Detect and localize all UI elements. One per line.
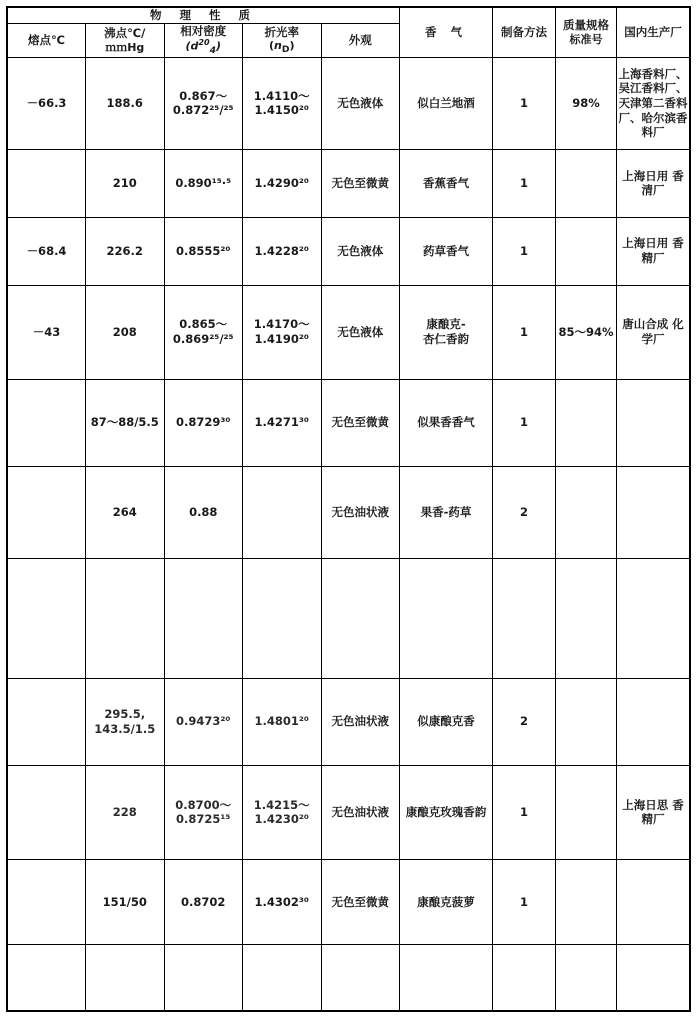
cell-quality — [556, 467, 617, 559]
cell-prep: 1 — [493, 217, 556, 285]
cell-quality — [556, 217, 617, 285]
cell-maker-line2: 吴江香料厂、 — [618, 81, 688, 96]
cell-ri-line1: 1.4302³⁰ — [254, 894, 309, 909]
cell-odor-line2: 杏仁香韵 — [423, 332, 469, 347]
cell-appearance: 无色至微黄 — [321, 859, 400, 944]
cell-maker — [617, 945, 691, 1011]
column-header-appearance: 外观 — [321, 23, 400, 57]
cell-maker-line2: 香精厂 — [641, 797, 684, 827]
column-header-bp-line1: 沸点℃/ — [104, 25, 146, 40]
cell-density-line1: 0.8700～ — [175, 797, 232, 812]
cell-appearance — [321, 558, 400, 678]
cell-prep — [493, 558, 556, 678]
cell-density-line1: 0.865～ — [179, 317, 228, 332]
cell-appearance: 无色至微黄 — [321, 379, 400, 466]
cell-quality: 98% — [556, 58, 617, 150]
cell-melting-point: －68.4 — [7, 217, 86, 285]
column-header-boiling-point — [86, 23, 165, 57]
cell-appearance: 无色油状液 — [321, 678, 400, 765]
cell-density — [164, 945, 243, 1011]
column-header-quality-line1: 质量规格 — [563, 18, 609, 33]
cell-prep: 1 — [493, 765, 556, 859]
cell-maker-line4: 厂、哈尔滨香 — [618, 110, 688, 125]
cell-ri-line1: 1.4228²⁰ — [254, 243, 309, 258]
cell-ri-line2: 1.4230²⁰ — [254, 812, 309, 827]
cell-maker — [617, 149, 691, 217]
cell-appearance: 无色至微黄 — [321, 149, 400, 217]
cell-ri-line1: 1.4170～ — [253, 317, 310, 332]
cell-ri-line2: 1.4190²⁰ — [254, 332, 309, 347]
table-row — [7, 678, 690, 765]
column-header-density-line1: 相对密度 — [180, 23, 227, 38]
cell-quality — [556, 765, 617, 859]
cell-maker-line5: 料厂 — [641, 125, 665, 140]
cell-melting-point — [7, 149, 86, 217]
cell-appearance — [321, 945, 400, 1011]
cell-density-line1: 0.9473²⁰ — [176, 714, 231, 729]
cell-boiling-point: 208 — [86, 285, 165, 379]
cell-melting-point — [7, 558, 86, 678]
group-header-physical-properties: 物 理 性 质 — [7, 7, 400, 23]
cell-odor: 似康酿克香 — [400, 678, 493, 765]
cell-density — [164, 765, 243, 859]
cell-density-line1: 0.8555²⁰ — [176, 243, 231, 258]
cell-maker-line2: 化学厂 — [641, 317, 684, 347]
cell-odor: 康酿克玫瑰香韵 — [400, 765, 493, 859]
cell-refractive-index — [243, 765, 322, 859]
cell-odor — [400, 285, 493, 379]
cell-odor — [400, 558, 493, 678]
cell-odor: 似果香香气 — [400, 379, 493, 466]
cell-maker-line1: 唐山合成 — [622, 317, 669, 332]
cell-density-line2: 0.869²⁵/²⁵ — [172, 332, 234, 347]
cell-refractive-index — [243, 149, 322, 217]
cell-prep: 1 — [493, 285, 556, 379]
cell-maker — [617, 217, 691, 285]
table-row — [7, 467, 690, 559]
cell-maker — [617, 467, 691, 559]
cell-appearance: 无色液体 — [321, 58, 400, 150]
cell-boiling-point: 210 — [86, 149, 165, 217]
cell-refractive-index — [243, 217, 322, 285]
cell-boiling-point: 264 — [86, 467, 165, 559]
cell-maker — [617, 285, 691, 379]
column-header-maker: 国内生产厂 — [617, 7, 691, 58]
cell-bp-line1: 295.5, — [104, 706, 146, 721]
cell-boiling-point: 226.2 — [86, 217, 165, 285]
cell-refractive-index — [243, 678, 322, 765]
cell-refractive-index — [243, 379, 322, 466]
table-row — [7, 859, 690, 944]
cell-refractive-index — [243, 558, 322, 678]
column-header-density — [164, 23, 243, 57]
cell-maker-line1: 上海日思 — [622, 797, 669, 812]
cell-density — [164, 217, 243, 285]
column-header-odor: 香 气 — [400, 7, 493, 58]
cell-boiling-point: 188.6 — [86, 58, 165, 150]
table-row — [7, 217, 690, 285]
cell-density-line2: 0.8725¹⁵ — [176, 812, 231, 827]
cell-density-line1: 0.8729³⁰ — [176, 415, 231, 430]
table-row — [7, 58, 690, 150]
table-row — [7, 285, 690, 379]
cell-odor — [400, 945, 493, 1011]
cell-density — [164, 58, 243, 150]
cell-maker — [617, 859, 691, 944]
cell-appearance: 无色油状液 — [321, 467, 400, 559]
cell-odor: 香蕉香气 — [400, 149, 493, 217]
cell-ri-line1: 1.4801²⁰ — [254, 714, 309, 729]
cell-quality — [556, 149, 617, 217]
cell-maker-line1: 上海香料厂、 — [618, 66, 688, 81]
cell-density-line1: 0.8702 — [181, 894, 226, 909]
cell-density — [164, 149, 243, 217]
cell-density — [164, 859, 243, 944]
cell-ri-line1: 1.4110～ — [253, 88, 310, 103]
table-body — [7, 58, 690, 1011]
cell-odor-line1: 康酿克- — [426, 317, 466, 332]
cell-boiling-point — [86, 678, 165, 765]
cell-density-line1: 0.867～ — [179, 88, 228, 103]
cell-prep: 1 — [493, 149, 556, 217]
cell-ri-line1: 1.4271³⁰ — [254, 415, 309, 430]
cell-density — [164, 285, 243, 379]
cell-odor: 似白兰地酒 — [400, 58, 493, 150]
column-header-ri-line1: 折光率 — [264, 24, 299, 39]
cell-quality — [556, 678, 617, 765]
cell-melting-point — [7, 678, 86, 765]
table-row — [7, 765, 690, 859]
column-header-ri-line2: $(n_D)$ — [268, 39, 295, 56]
cell-boiling-point — [86, 558, 165, 678]
cell-odor: 药草香气 — [400, 217, 493, 285]
cell-refractive-index — [243, 467, 322, 559]
cell-quality — [556, 379, 617, 466]
cell-prep: 2 — [493, 467, 556, 559]
cell-maker — [617, 678, 691, 765]
cell-ri-line1: 1.4215～ — [253, 797, 310, 812]
cell-maker-line2: 香清厂 — [641, 168, 684, 198]
cell-odor: 果香-药草 — [400, 467, 493, 559]
cell-prep: 2 — [493, 678, 556, 765]
cell-appearance: 无色液体 — [321, 285, 400, 379]
cell-refractive-index — [243, 58, 322, 150]
cell-refractive-index — [243, 945, 322, 1011]
cell-ri-line1: 1.4290²⁰ — [254, 175, 309, 190]
cell-melting-point: －66.3 — [7, 58, 86, 150]
cell-refractive-index — [243, 859, 322, 944]
cell-density — [164, 678, 243, 765]
column-header-quality — [556, 7, 617, 58]
cell-prep: 1 — [493, 859, 556, 944]
cell-density-line1: 0.88 — [189, 505, 218, 519]
cell-maker-line2: 香精厂 — [641, 236, 684, 266]
cell-melting-point — [7, 945, 86, 1011]
table-group-header-row — [7, 7, 690, 23]
cell-melting-point: －43 — [7, 285, 86, 379]
cell-prep: 1 — [493, 379, 556, 466]
cell-appearance: 无色油状液 — [321, 765, 400, 859]
cell-boiling-point: 87～88/5.5 — [86, 379, 165, 466]
cell-density-line1: 0.890¹⁵·⁵ — [175, 175, 232, 190]
cell-boiling-point: 228 — [86, 765, 165, 859]
cell-boiling-point: 151/50 — [86, 859, 165, 944]
cell-melting-point — [7, 765, 86, 859]
cell-maker — [617, 58, 691, 150]
table-row — [7, 149, 690, 217]
cell-melting-point — [7, 859, 86, 944]
cell-density — [164, 467, 243, 559]
cell-density — [164, 558, 243, 678]
cell-density-line2: 0.872²⁵/²⁵ — [172, 103, 234, 118]
column-header-refractive-index — [243, 23, 322, 57]
cell-bp-line2: 143.5/1.5 — [94, 721, 156, 736]
cell-maker-line3: 天津第二香料 — [618, 96, 688, 111]
cell-maker — [617, 765, 691, 859]
cell-maker — [617, 379, 691, 466]
cell-prep: 1 — [493, 58, 556, 150]
cell-odor: 康酿克菠萝 — [400, 859, 493, 944]
column-header-prep: 制备方法 — [493, 7, 556, 58]
table-row — [7, 379, 690, 466]
cell-maker — [617, 558, 691, 678]
table-row — [7, 945, 690, 1011]
cell-maker-line1: 上海日用 — [622, 168, 669, 183]
column-header-bp-line2: ｍｍHg — [105, 40, 145, 54]
cell-maker-line1: 上海日用 — [622, 236, 669, 251]
cell-prep — [493, 945, 556, 1011]
cell-melting-point — [7, 379, 86, 466]
cell-quality: 85～94% — [556, 285, 617, 379]
table-header — [7, 7, 690, 58]
cell-quality — [556, 558, 617, 678]
cell-boiling-point — [86, 945, 165, 1011]
cell-ri-line2: 1.4150²⁰ — [254, 103, 309, 118]
cell-density — [164, 379, 243, 466]
cell-melting-point — [7, 467, 86, 559]
cell-refractive-index — [243, 285, 322, 379]
table-row — [7, 558, 690, 678]
column-header-density-line2: $(d^{20}_4)$ — [185, 38, 221, 57]
cell-quality — [556, 945, 617, 1011]
cell-quality — [556, 859, 617, 944]
properties-table — [6, 6, 691, 1012]
cell-appearance: 无色液体 — [321, 217, 400, 285]
column-header-melting-point: 熔点℃ — [7, 23, 86, 57]
column-header-quality-line2: 标准号 — [569, 32, 603, 46]
